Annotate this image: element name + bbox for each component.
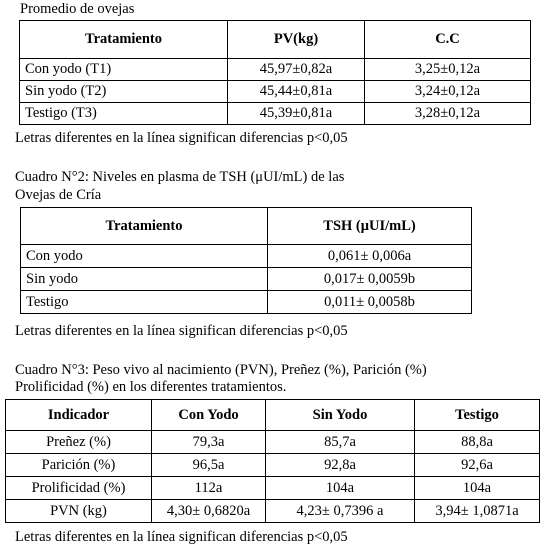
table3-cell: 4,30± 0,6820a xyxy=(152,500,266,523)
table-row xyxy=(20,103,531,125)
table2-caption-line2: Ovejas de Cría xyxy=(15,187,102,203)
table3-header-cell: Sin Yodo xyxy=(266,400,415,431)
table2-cell: 0,061± 0,006a xyxy=(268,245,472,268)
table1 xyxy=(19,20,531,125)
table3-note: Letras diferentes en la línea significan diferencias p<0,05 xyxy=(15,529,348,545)
table2-cell: 0,017± 0,0059b xyxy=(268,268,472,291)
table2-header-cell: TSH (μUI/mL) xyxy=(268,208,472,245)
table3-cell: 104a xyxy=(266,477,415,500)
table1-header-cell: C.C xyxy=(365,21,531,59)
table-row xyxy=(6,477,540,500)
table-row xyxy=(6,454,540,477)
table3-caption-line2: Prolificidad (%) en los diferentes tratamientos. xyxy=(15,379,287,395)
table2-cell: Con yodo xyxy=(21,245,268,268)
table1-note: Letras diferentes en la línea significan diferencias p<0,05 xyxy=(15,130,348,146)
table1-cell: Testigo (T3) xyxy=(20,103,228,125)
table3-cell: 96,5a xyxy=(152,454,266,477)
table1-header-cell: PV(kg) xyxy=(228,21,365,59)
table3-cell: 3,94± 1,0871a xyxy=(415,500,540,523)
table1-cell: 45,97±0,82a xyxy=(228,59,365,81)
table3-cell: 4,23± 0,7396 a xyxy=(266,500,415,523)
table3-cell: 112a xyxy=(152,477,266,500)
table3-cell: 79,3a xyxy=(152,431,266,454)
table2-header-cell: Tratamiento xyxy=(21,208,268,245)
table2-cell: 0,011± 0,0058b xyxy=(268,291,472,314)
table2-cell: Testigo xyxy=(21,291,268,314)
table3-header-cell: Testigo xyxy=(415,400,540,431)
table1-cell: 45,44±0,81a xyxy=(228,81,365,103)
table3-cell: Preñez (%) xyxy=(6,431,152,454)
table3-cell: 104a xyxy=(415,477,540,500)
table-row xyxy=(6,431,540,454)
table3-cell: 92,8a xyxy=(266,454,415,477)
table2 xyxy=(20,207,472,314)
table3 xyxy=(5,399,540,523)
table3-cell: PVN (kg) xyxy=(6,500,152,523)
table3-cell: 92,6a xyxy=(415,454,540,477)
table1-heading: Promedio de ovejas xyxy=(20,1,135,17)
table1-header-row xyxy=(20,21,531,59)
table-row xyxy=(20,59,531,81)
table2-cell: Sin yodo xyxy=(21,268,268,291)
table1-cell: 3,25±0,12a xyxy=(365,59,531,81)
table1-cell: Con yodo (T1) xyxy=(20,59,228,81)
table1-cell: 45,39±0,81a xyxy=(228,103,365,125)
table-row xyxy=(21,245,472,268)
table3-cell: 85,7a xyxy=(266,431,415,454)
table1-cell: Sin yodo (T2) xyxy=(20,81,228,103)
table3-header-cell: Con Yodo xyxy=(152,400,266,431)
table2-note: Letras diferentes en la línea significan diferencias p<0,05 xyxy=(15,323,348,339)
table2-header-row xyxy=(21,208,472,245)
table-row xyxy=(21,291,472,314)
table1-cell: 3,28±0,12a xyxy=(365,103,531,125)
table3-cell: 88,8a xyxy=(415,431,540,454)
table1-header-cell: Tratamiento xyxy=(20,21,228,59)
table2-caption-line1: Cuadro N°2: Niveles en plasma de TSH (μUI/mL) de las xyxy=(15,169,345,185)
table1-cell: 3,24±0,12a xyxy=(365,81,531,103)
table3-cell: Prolificidad (%) xyxy=(6,477,152,500)
table3-cell: Parición (%) xyxy=(6,454,152,477)
table-row xyxy=(20,81,531,103)
table3-caption-line1: Cuadro N°3: Peso vivo al nacimiento (PVN), Preñez (%), Parición (%) xyxy=(15,362,427,378)
table-row xyxy=(6,500,540,523)
table-row xyxy=(21,268,472,291)
table3-header-row xyxy=(6,400,540,431)
table3-header-cell: Indicador xyxy=(6,400,152,431)
